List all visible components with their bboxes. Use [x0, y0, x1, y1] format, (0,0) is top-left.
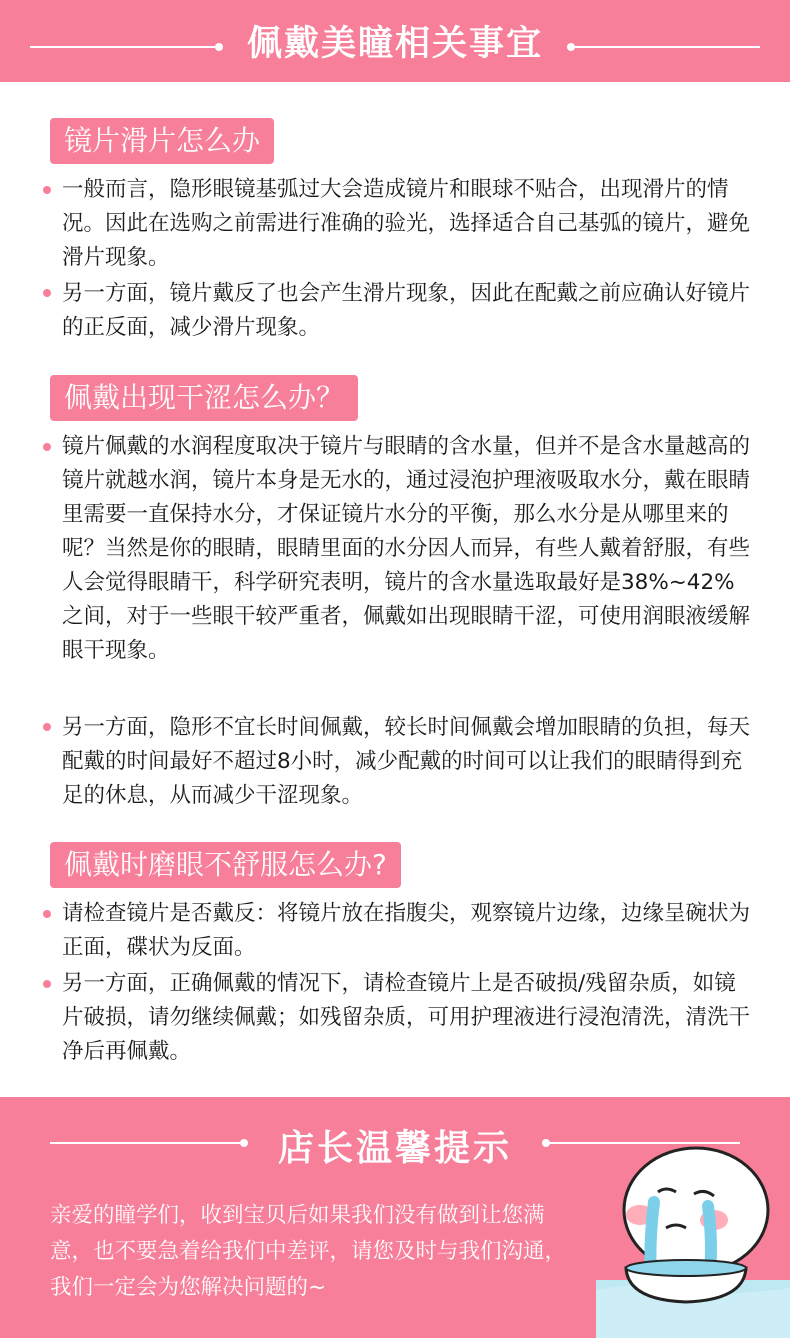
paragraph: 另一方面，镜片戴反了也会产生滑片现象，因此在配戴之前应确认好镜片的正反面，减少滑片现象。 [62, 281, 751, 340]
bullet-dot-icon [43, 980, 51, 988]
paragraph: 一般而言，隐形眼镜基弧过大会造成镜片和眼球不贴合，出现滑片的情况。因此在选购之前需进行准确的验光，选择适合自己基弧的镜片，避免滑片现象。 [62, 177, 751, 270]
section-heading-dryness: 佩戴出现干涩怎么办？ [50, 375, 358, 421]
bullet-dot-icon [43, 443, 51, 451]
paragraph: 请检查镜片是否戴反：将镜片放在指腹尖，观察镜片边缘，边缘呈碗状为正面，碟状为反面。 [62, 901, 751, 960]
crying-mascot-icon [596, 1140, 790, 1338]
section-heading-discomfort: 佩戴时磨眼不舒服怎么办? [50, 842, 401, 888]
tips-title: 店长温馨提示 [277, 1128, 512, 1169]
tips-dot-right [542, 1139, 550, 1147]
paragraph: 镜片佩戴的水润程度取决于镜片与眼睛的含水量，但并不是含水量越高的镜片就越水润，镜片本身是无水的，通过浸泡护理液吸取水分，戴在眼睛里需要一直保持水分，才保证镜片水分的平衡，那么水分是从哪里来的呢？当然是你的眼睛，眼睛里面的水分因人而异，有些人戴着舒服，有些人会觉得眼睛干，科学研究表明，镜片的含水量选取最好是38%~42%之间，对于一些眼干较严重者，佩戴如出现眼睛干涩，可使用润眼液缓解眼干现象。 [62, 434, 751, 663]
bullet-dot-icon [43, 289, 51, 297]
header-dot-right [567, 43, 575, 51]
paragraph: 另一方面，正确佩戴的情况下，请检查镜片上是否破损/残留杂质，如镜片破损，请勿继续佩戴；如残留杂质，可用护理液进行浸泡清洗，清洗干净后再佩戴。 [62, 971, 751, 1064]
tips-text: 亲爱的瞳学们，收到宝贝后如果我们没有做到让您满意，也不要急着给我们中差评，请您及时与我们沟通，我们一定会为您解决问题的~ [50, 1203, 567, 1300]
page-title: 佩戴美瞳相关事宜 [246, 24, 543, 64]
bullet-dot-icon [43, 186, 51, 194]
bullet-dot-icon [43, 910, 51, 918]
header-divider-right [575, 46, 760, 48]
section-heading-slipping: 镜片滑片怎么办 [50, 118, 274, 164]
paragraph: 另一方面，隐形不宜长时间佩戴，较长时间佩戴会增加眼睛的负担，每天配戴的时间最好不超过8小时，减少配戴的时间可以让我们的眼睛得到充足的休息，从而减少干涩现象。 [62, 715, 751, 808]
bullet-dot-icon [43, 723, 51, 731]
